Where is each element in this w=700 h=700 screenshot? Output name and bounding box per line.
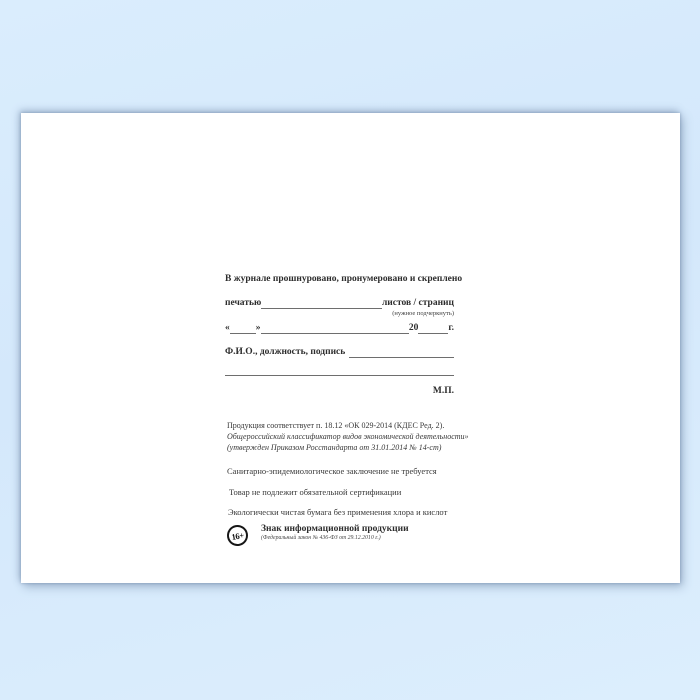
open-quote: « bbox=[225, 323, 230, 333]
close-quote: » bbox=[255, 323, 261, 333]
signature-label: Ф.И.О., должность, подпись bbox=[225, 347, 346, 357]
binding-title: В журнале прошнуровано, пронумеровано и скреплено bbox=[225, 274, 463, 284]
certification-statement: Товар не подлежит обязательной сертификации bbox=[229, 487, 402, 497]
year-suffix: г. bbox=[448, 323, 454, 333]
date-line bbox=[225, 322, 454, 334]
blank-signature bbox=[349, 347, 454, 358]
year-prefix: 20 bbox=[408, 323, 419, 333]
seal-place-abbr: М.П. bbox=[432, 386, 454, 396]
sheets-pages-label: листов / страниц bbox=[381, 298, 454, 308]
blank-year bbox=[418, 323, 448, 334]
product-certification-block bbox=[227, 421, 467, 556]
okved-line-2: Общероссийский классификатор видов экономической деятельности» bbox=[227, 432, 469, 441]
info-sign-law: (Федеральный закон № 436-ФЗ от 29.12.2010 г.) bbox=[261, 535, 381, 541]
blank-day bbox=[230, 323, 256, 334]
info-sign-row bbox=[227, 524, 467, 546]
okved-line-3: (утвержден Приказом Росстандарта от 31.01.2014 № 14-ст) bbox=[227, 443, 442, 452]
underline-note: (нужное подчеркнуть) bbox=[392, 310, 454, 317]
eco-paper-statement: Экологически чистая бумага без применения хлора и кислот bbox=[228, 507, 448, 517]
journal-back-page bbox=[21, 113, 680, 583]
info-sign-label: Знак информационной продукции bbox=[261, 524, 409, 534]
blank-month bbox=[261, 323, 409, 334]
info-sign-text bbox=[261, 524, 409, 542]
blank-line bbox=[261, 298, 382, 309]
age-16plus-icon: 16+ bbox=[225, 523, 249, 547]
sealed-label: печатью bbox=[225, 298, 262, 308]
binding-certification-block bbox=[225, 273, 463, 398]
seal-line bbox=[225, 297, 454, 309]
okved-line-1: Продукция соответствует п. 18.12 «ОК 029-2014 (КДЕС Ред. 2). bbox=[227, 421, 445, 430]
sanitary-statement: Санитарно-эпидемиологическое заключение не требуется bbox=[227, 466, 437, 476]
signature-line bbox=[225, 346, 454, 358]
blank-line-full bbox=[225, 365, 454, 376]
